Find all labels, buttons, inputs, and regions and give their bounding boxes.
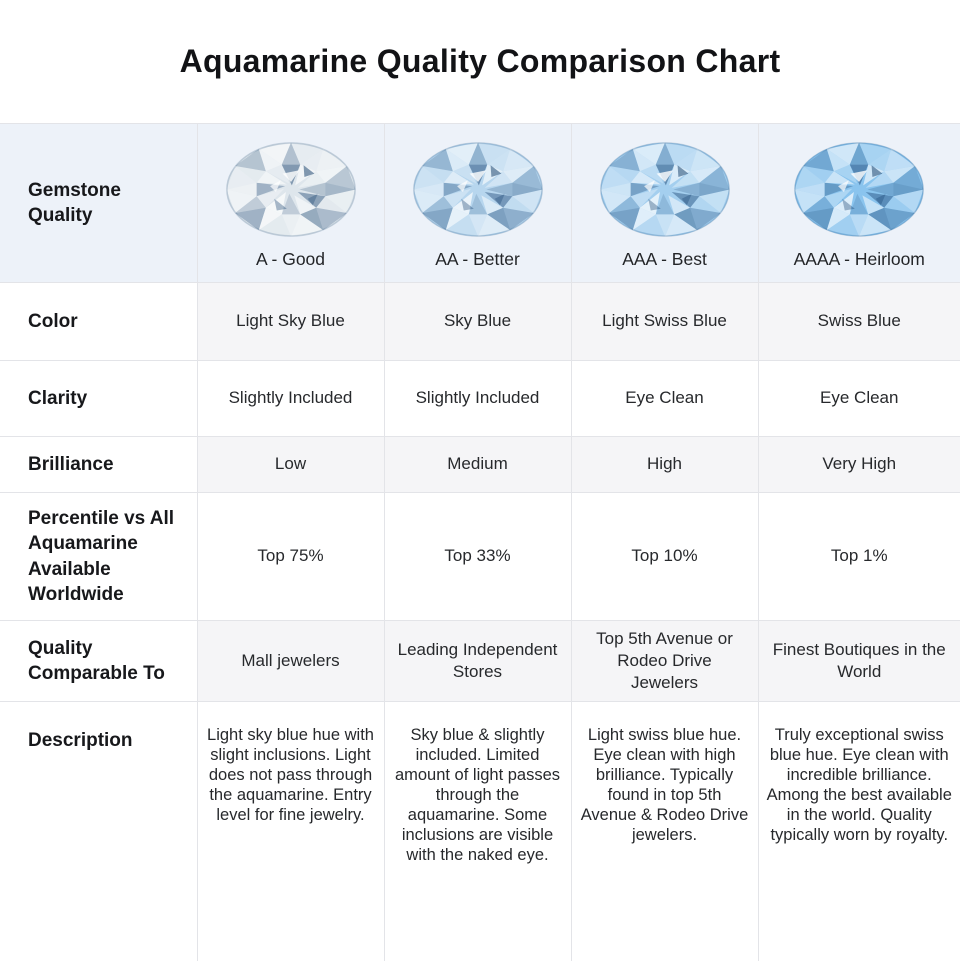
cell-gem-a — [197, 124, 384, 283]
gem-wrap-aa — [397, 136, 559, 271]
cell-color-aaaa: Swiss Blue — [758, 283, 960, 361]
row-label-gemstone-quality: Gemstone Quality — [0, 124, 197, 283]
row-label-brilliance: Brilliance — [0, 437, 197, 493]
grade-label-a: A - Good — [255, 248, 326, 269]
gem-image-a — [224, 140, 358, 239]
gem-image-aa — [411, 140, 545, 239]
cell-clarity-aaa: Eye Clean — [571, 361, 758, 437]
cell-description-a: Light sky blue hue with slight inclusions. Light does not pass through the aquamarine. Entry level for fine jewelry. — [197, 702, 384, 961]
row-label-percentile: Percentile vs All Aquamarine Available Worldwide — [0, 493, 197, 621]
cell-percentile-aaa: Top 10% — [571, 493, 758, 621]
row-brilliance — [0, 437, 960, 493]
row-percentile — [0, 493, 960, 621]
row-comparable — [0, 621, 960, 702]
cell-brilliance-aaaa: Very High — [758, 437, 960, 493]
row-clarity — [0, 361, 960, 437]
cell-clarity-aaaa: Eye Clean — [758, 361, 960, 437]
grade-label-aa: AA - Better — [435, 248, 520, 269]
cell-brilliance-a: Low — [197, 437, 384, 493]
page-title: Aquamarine Quality Comparison Chart — [179, 43, 781, 79]
cell-description-aa: Sky blue & slightly included. Limited amount of light passes through the aquamarine. Some inclusions are visible with the naked eye. — [384, 702, 571, 961]
cell-brilliance-aa: Medium — [384, 437, 571, 493]
row-label-color: Color — [0, 283, 197, 361]
row-color — [0, 283, 960, 361]
gem-wrap-aaa — [584, 136, 746, 271]
gem-wrap-a — [210, 136, 372, 271]
cell-comparable-aaa: Top 5th Avenue or Rodeo Drive Jewelers — [571, 621, 758, 702]
cell-clarity-a: Slightly Included — [197, 361, 384, 437]
comparison-table — [0, 123, 960, 961]
cell-percentile-a: Top 75% — [197, 493, 384, 621]
cell-color-a: Light Sky Blue — [197, 283, 384, 361]
cell-gem-aa — [384, 124, 571, 283]
gem-image-aaa — [598, 140, 732, 239]
cell-comparable-a: Mall jewelers — [197, 621, 384, 702]
row-label-comparable: Quality Comparable To — [0, 621, 197, 702]
cell-percentile-aaaa: Top 1% — [758, 493, 960, 621]
cell-description-aaa: Light swiss blue hue. Eye clean with high brilliance. Typically found in top 5th Avenue & Rodeo Drive jewelers. — [571, 702, 758, 961]
cell-description-aaaa: Truly exceptional swiss blue hue. Eye clean with incredible brilliance. Among the best available in the world. Quality typically worn by royalty. — [758, 702, 960, 961]
grade-label-aaa: AAA - Best — [622, 248, 707, 269]
grade-label-aaaa: AAAA - Heirloom — [793, 248, 925, 269]
cell-percentile-aa: Top 33% — [384, 493, 571, 621]
cell-comparable-aa: Leading Independent Stores — [384, 621, 571, 702]
cell-color-aaa: Light Swiss Blue — [571, 283, 758, 361]
cell-clarity-aa: Slightly Included — [384, 361, 571, 437]
cell-brilliance-aaa: High — [571, 437, 758, 493]
table-header-row — [0, 124, 960, 283]
cell-color-aa: Sky Blue — [384, 283, 571, 361]
masthead — [0, 0, 960, 123]
gem-image-aaaa — [792, 140, 926, 239]
row-description — [0, 702, 960, 961]
cell-comparable-aaaa: Finest Boutiques in the World — [758, 621, 960, 702]
row-label-clarity: Clarity — [0, 361, 197, 437]
row-label-description: Description — [0, 702, 197, 961]
gem-wrap-aaaa — [771, 136, 949, 271]
cell-gem-aaaa — [758, 124, 960, 283]
cell-gem-aaa — [571, 124, 758, 283]
